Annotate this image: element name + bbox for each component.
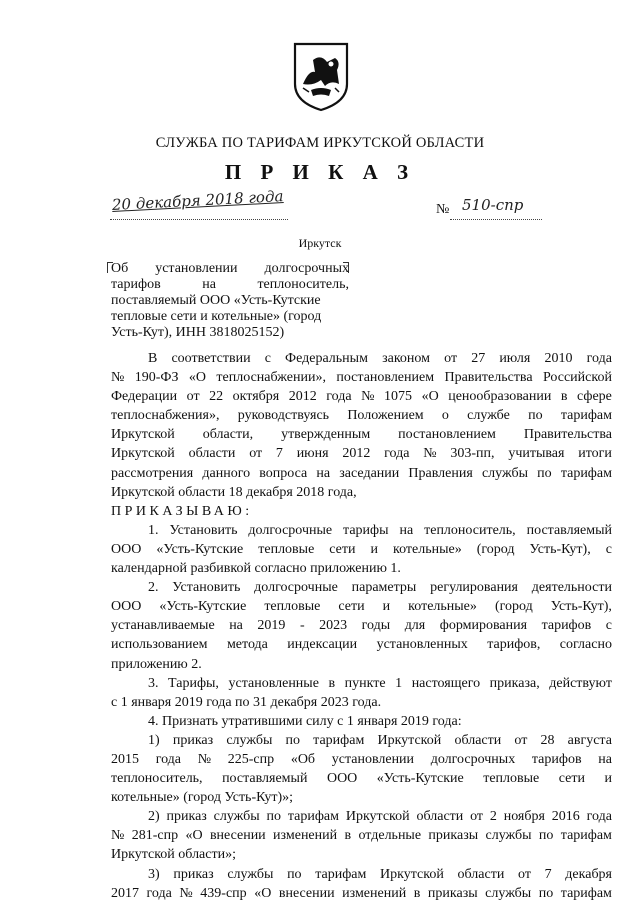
body-word: года [586,809,612,825]
body-line [111,483,612,502]
body-word: Иркутской [111,446,175,462]
body-word: от [514,732,528,748]
body-word: ООО [111,541,142,557]
body-word: тарифам [313,732,365,748]
body-word: 439-спр [200,885,247,901]
body-word: «О [188,370,207,386]
body-word: установлении [331,751,415,767]
body-word: «Усть-Кутские [376,771,464,787]
body-word: регулирования [430,580,518,596]
body-word: ООО [111,599,142,615]
body-word: постановлением [398,427,496,443]
body-line [111,731,612,750]
body-word: тепловые [483,771,540,787]
body-line [111,597,612,616]
body-word: долгосрочные [248,522,333,538]
body-word: в [560,389,568,405]
body-word: соответствии [171,351,251,366]
body-word: от [186,389,200,405]
body-word: области, [202,427,254,443]
body-word: 28 [540,732,555,748]
body-word: по [266,809,282,825]
body-word: службы [226,732,273,748]
body-word: тарифов [531,751,582,767]
body-word: установленные [228,675,319,691]
body-word: года [155,751,182,767]
body-word: «Усть-Кутские [159,599,247,615]
body-word: тарифов, [487,637,541,653]
body-word: данного [202,465,251,481]
body-line [111,464,612,483]
body-line [111,368,612,387]
body-word: и [370,541,379,557]
body-word: № [179,885,193,901]
body-word: 1) [148,732,160,748]
body-word: 1 [395,675,403,691]
body-word: 2012 [342,446,371,462]
body-word: службы [481,465,528,481]
body-word: 2. [148,580,159,596]
body-word: августа [567,732,612,748]
body-word: Правления [408,465,473,481]
date-underline [110,219,288,220]
body-word: Усть-Кут), [529,541,591,557]
body-word: от [444,351,458,366]
body-word: 7 [275,446,283,462]
body-word: деятельности [531,580,612,596]
body-word: 2012 [288,389,317,405]
body-word: - [299,618,305,634]
body-word: вопроса [259,465,308,481]
body-line [111,502,612,521]
body-word: поставляемый [526,522,612,538]
body-line [111,693,612,712]
body-word: согласно [559,637,612,653]
body-word: сети [338,599,365,615]
body-line [111,769,612,788]
agency-name: СЛУЖБА ПО ТАРИФАМ ИРКУТСКОЙ ОБЛАСТИ [155,135,485,151]
number-underline [450,219,542,220]
body-word: «О [421,389,439,405]
body-word: 2010 [544,351,573,366]
body-word: пункте [344,675,386,691]
body-word: тарифы [343,522,389,538]
body-word: теплоноситель, [424,522,516,538]
body-word: котельные» [408,599,477,615]
body-word: Правительства [444,370,533,386]
body-word: Российской [542,370,612,386]
subject-word: долгосрочных [264,261,349,276]
body-word: приказ [166,809,207,825]
body-word: сети [558,771,585,787]
body-line-text: Иркутской области»; [111,847,236,863]
body-word: котельные» [393,541,462,557]
subject-word: тепловые сети и котельные» (город [111,309,322,324]
body-word: действуют [549,675,612,691]
body-word: года [326,389,352,405]
body-word: изменений [342,885,407,901]
body-word: 225-спр [227,751,275,767]
body-word: итоги [578,446,612,462]
body-word: № [197,751,212,767]
body-line-text: приложению 2. [111,656,202,672]
body-word: года [586,351,612,366]
body-word: приказы [427,885,478,901]
body-word: области [454,732,502,748]
city: Иркутск [298,236,342,250]
subject-word: теплоноситель, [257,277,349,292]
subject-line [111,277,349,293]
body-word: области [188,446,236,462]
body-word: года [146,885,172,901]
body-word: внесении [209,828,266,844]
body-word: сфере [577,389,612,405]
body-word: приказы [428,828,479,844]
body-word: постановлением [336,370,435,386]
body-word: Иркутской [111,427,175,443]
body-word: тепловые [264,599,321,615]
body-word: октября [232,389,280,405]
body-word: параметры [351,580,417,596]
body-word: приказ [173,866,214,882]
handwritten-date: 20 декабря 2018 года [111,187,284,214]
subject-word: установлении [155,261,238,276]
body-word: установленных [376,637,468,653]
body-word: тарифам [560,828,612,844]
body-word: области [416,809,464,825]
body-word: от [470,809,484,825]
body-line [111,616,612,635]
body-word: ноября [503,809,545,825]
body-word: от [249,446,263,462]
body-word: Положением [347,408,424,424]
body-word: службе [467,408,510,424]
body-word: 7 [544,866,552,882]
body-word: по [287,866,302,882]
body-line [111,425,612,444]
body-line [111,559,612,578]
body-word: тарифам [560,408,612,424]
body-word: о [441,408,449,424]
body-word: и [604,771,612,787]
body-word: утвержденным [281,427,371,443]
body-word: по [537,465,552,481]
subject-word: поставляемый ООО «Усть-Кутские [111,293,321,308]
subject-word: Усть-Кут), ИНН 3818025152) [111,325,285,340]
body-word: теплоснабжении», [216,370,326,386]
body-word: службы [485,885,532,901]
body-word: В [148,351,158,366]
body-line [111,578,612,597]
body-word: Тарифы, [168,675,219,691]
body-word: по [538,885,554,901]
body-word: 2017 [111,885,139,901]
order-body [111,349,612,903]
body-word: службы [485,828,532,844]
body-word: в [413,885,421,901]
subject-line [111,325,349,341]
body-word: формирования [439,618,528,634]
body-line [111,635,612,654]
body-word: долгосрочных [430,751,516,767]
subject-block [111,261,349,341]
body-word: внесении [278,885,335,901]
body-line [111,865,612,884]
body-word: Правительства [523,427,612,443]
body-line [111,712,612,731]
body-line [111,406,612,425]
body-word: (город [476,541,515,557]
body-word: сети [329,541,356,557]
body-word: в [344,828,352,844]
body-word: декабря [565,866,612,882]
body-word: по [285,732,301,748]
body-word: приказ [172,732,214,748]
body-word: Федеральным [285,351,368,366]
body-word: для [404,618,426,634]
body-word: годы [361,618,391,634]
body-word: № [361,389,375,405]
body-word: по [538,828,554,844]
body-word: с [605,541,612,557]
body-word: 2019 [257,618,286,634]
body-word: индексации [287,637,358,653]
body-word: 3) [148,866,160,882]
body-word: с [264,351,271,366]
subject-line [111,261,349,277]
body-word: службы [213,809,260,825]
body-line [111,826,612,845]
body-word: на [316,465,331,481]
body-line [111,674,612,693]
body-word: тарифам [560,465,612,481]
body-word: 2) [148,809,160,825]
body-word: Федерации [111,389,178,405]
body-line [111,807,612,826]
subject-word: на [202,277,216,292]
body-word: года [384,446,410,462]
body-word: теплоноситель, [111,771,203,787]
number-label: № [436,202,450,217]
coat-of-arms-icon [291,40,351,112]
body-line [111,387,612,406]
body-word: ООО [326,771,358,787]
body-word: 1075 [384,389,413,405]
body-word: 281-спр [131,828,179,844]
body-word: № [111,828,125,844]
body-word: от [518,866,531,882]
body-word: отдельные [358,828,422,844]
body-word: метода [226,637,268,653]
subject-word: Об [111,261,129,276]
body-word: тарифам [315,866,367,882]
body-word: «Об [290,751,316,767]
body-word: законом [382,351,430,366]
body-word: 190-ФЗ [134,370,179,386]
body-word: (город [494,599,533,615]
body-word: изменений [273,828,338,844]
body-word: теплоснабжения», [111,408,220,424]
document-title: П Р И К А З [224,160,416,184]
body-word: 2015 [111,751,139,767]
body-line-text: ПРИКАЗЫВАЮ: [111,503,253,519]
body-word: № [111,370,125,386]
body-word: Установить [172,580,241,596]
body-line-text: 4. Признать утратившими силу с 1 января 2019 года: [148,713,462,729]
body-word: по [528,408,543,424]
body-line [111,521,612,540]
body-word: учитывая [508,446,565,462]
body-word: тепловые [258,541,315,557]
body-word: использованием [111,637,208,653]
body-word: тарифам [287,809,339,825]
body-word: Иркутской [345,809,410,825]
body-word: приказа, [489,675,540,691]
body-word: Иркутской [380,866,444,882]
body-word: устанавливаемые [111,618,215,634]
body-line-text: Иркутской области 18 декабря 2018 года, [111,484,357,500]
body-word: Установить [169,522,238,538]
body-line-text: с 1 января 2019 года по 31 декабря 2023 года. [111,694,382,710]
body-word: заседании [339,465,400,481]
body-word: на [229,618,243,634]
body-word: 27 [471,351,486,366]
body-line-text: календарной разбивкой согласно приложению 1. [111,561,401,577]
body-line [111,884,612,903]
body-word: и [382,599,391,615]
body-word: 1. [148,522,159,538]
body-word: 2023 [319,618,348,634]
body-word: июня [296,446,329,462]
body-line [111,655,612,674]
body-line-text: котельные» (город Усть-Кут)»; [111,790,294,806]
body-word: «Усть-Кутские [156,541,244,557]
body-word: в [328,675,336,691]
body-word: 303-пп, [450,446,495,462]
body-word: с [605,618,612,634]
body-word: 2 [489,809,497,825]
body-word: службы [227,866,274,882]
body-word: 22 [209,389,224,405]
body-word: области [457,866,505,882]
body-word: поставляемый [222,771,308,787]
subject-word: тарифов [111,277,161,292]
subject-line [111,293,349,309]
body-word: 2016 [551,809,580,825]
body-word: руководствуясь [237,408,330,424]
handwritten-number: 510-спр [462,196,524,214]
body-line [111,444,612,463]
body-word: «О [185,828,203,844]
body-word: на [598,751,612,767]
body-line [111,750,612,769]
subject-line [111,309,349,325]
body-word: «О [254,885,272,901]
body-word: Усть-Кут), [550,599,612,615]
body-word: № [423,446,437,462]
body-word: 3. [148,675,159,691]
body-word: тарифам [560,885,612,901]
body-word: тарифов [541,618,592,634]
body-word: рассмотрения [111,465,194,481]
body-line [111,349,612,368]
body-word: Иркутской [377,732,442,748]
body-line [111,845,612,864]
body-word: настоящего [411,675,481,691]
body-word: июля [499,351,531,366]
body-word: долгосрочные [254,580,338,596]
body-line [111,540,612,559]
body-line [111,788,612,807]
body-word: на [399,522,414,538]
body-word: ценообразовании [448,389,552,405]
